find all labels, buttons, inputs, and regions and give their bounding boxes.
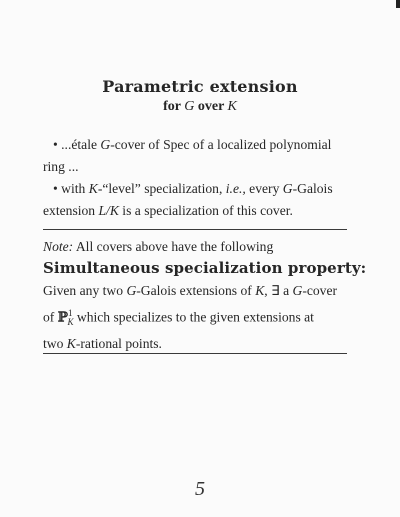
note-text: All covers above have the following xyxy=(73,239,274,254)
property-group-2: G xyxy=(292,283,303,298)
property-text-a: Given any two xyxy=(43,283,127,298)
property-text-d: -cover xyxy=(302,283,338,298)
property-field-2: K xyxy=(66,336,76,352)
subtitle-over: over xyxy=(197,99,225,114)
divider-top xyxy=(43,229,347,230)
property-text-e: of xyxy=(43,309,58,325)
projective-line-field: K xyxy=(67,317,74,328)
property-text-g: two xyxy=(43,336,67,352)
bullet2-text-d: -Galois xyxy=(292,181,333,196)
subtitle-for: for xyxy=(163,99,181,114)
note-label: Note: xyxy=(43,239,74,254)
corner-mark xyxy=(396,0,400,8)
property-text-c: , ∃ a xyxy=(264,283,293,298)
projective-line-symbol: ℙ xyxy=(57,309,68,326)
bullet2-text-e: extension xyxy=(43,203,99,218)
note-line xyxy=(43,236,357,258)
page-number: 5 xyxy=(195,478,205,500)
bullet-level-specialization xyxy=(43,178,357,222)
subtitle-group: G xyxy=(184,99,195,114)
property-statement xyxy=(43,280,357,355)
bullet2-text-b: -“level” specialization, xyxy=(97,181,226,196)
bullet-etale-cover xyxy=(43,134,357,178)
subtitle-field: K xyxy=(227,99,237,114)
divider-bottom xyxy=(43,353,347,354)
property-heading: Simultaneous specialization property: xyxy=(43,259,367,277)
bullet1-group: G xyxy=(100,137,111,152)
property-group: G xyxy=(126,283,137,298)
page-title: Parametric extension xyxy=(102,77,298,96)
bullet2-text-a: • with xyxy=(53,181,89,196)
bullet2-field: K xyxy=(88,181,98,196)
bullet1-line2: ring ... xyxy=(43,159,79,174)
bullet2-text-c: every xyxy=(245,181,283,196)
bullet2-text-f: is a specialization of this cover. xyxy=(118,203,293,218)
bullet2-group: G xyxy=(282,181,293,196)
bullet1-text-a: • ...étale xyxy=(53,137,101,152)
page-subtitle xyxy=(0,99,400,115)
bullet1-text-b: -cover of Spec of a localized polynomial xyxy=(110,137,332,152)
property-text-f: which specializes to the given extensions at xyxy=(73,309,314,325)
property-text-h: -rational points. xyxy=(75,336,162,352)
property-field: K xyxy=(255,283,265,298)
bullet2-ie: i.e., xyxy=(225,181,246,196)
projective-line-exponent: 1 xyxy=(67,308,73,318)
bullet2-extension: L/K xyxy=(98,203,119,218)
property-text-b: -Galois extensions of xyxy=(136,283,256,298)
